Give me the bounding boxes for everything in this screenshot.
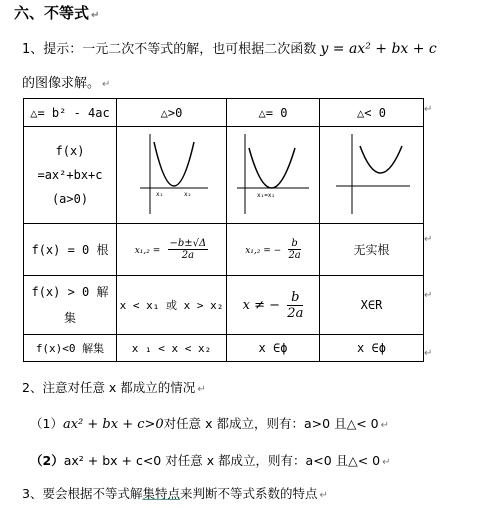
greater-two-cell: x < x₁ 或 x > x₂ (117, 276, 227, 335)
header-discriminant: △= b² - 4ac (24, 99, 117, 127)
intro-formula: y = ax² + bx + c (320, 41, 437, 57)
note-2-case-1: （1）ax² + bx + c>0对任意 x 都成立，则有：a>0 且△< 0 ↵ (30, 416, 389, 432)
root-x1-label: x₁ (155, 190, 163, 198)
parabola-no-root-graph (330, 130, 414, 218)
table-graph-row (24, 127, 424, 224)
table-header-row (24, 99, 424, 127)
table-roots-row (24, 224, 424, 276)
parabola-one-root-graph (233, 130, 313, 218)
less-two-cell: x ₁ < x < x₂ (117, 335, 227, 362)
intro-line-2: 的图像求解。 ↵ (22, 76, 111, 91)
greater-none-cell: X∈R (320, 276, 424, 335)
note-2-case-2: （2）ax² + bx + c<0 对任意 x 都成立，则有：a<0 且△< 0 ↵ (30, 453, 391, 468)
table-greater-row (24, 276, 424, 335)
roots-two-cell: x₁,₂ = $\frac{-b\pm√\Delta}{2a}$ (117, 224, 227, 276)
func-label-cell: f(x) =ax²+bx+c (a>0) (24, 127, 117, 224)
intro-text: 1、提示：一元二次不等式的解，也可根据二次函数 (22, 42, 317, 57)
greater-one-fraction: $\frac{b}{2a}$ (287, 289, 304, 321)
row-end-mark: ↵ (424, 234, 433, 245)
section-heading: 六、不等式 ↵ (14, 4, 100, 22)
header-negative: △< 0 (320, 99, 424, 127)
row-end-mark: ↵ (424, 290, 433, 301)
row-end-mark: ↵ (424, 104, 433, 115)
roots-label: f(x) = 0 根 (24, 224, 117, 276)
parabola-two-roots-graph (132, 130, 212, 218)
roots-two-fraction: $\frac{-b\pm√\Delta}{2a}$ (169, 238, 207, 261)
case-1-formula: ax² + bx + c>0 (62, 417, 164, 432)
intro-line-1 (22, 38, 437, 57)
table-less-row (24, 335, 424, 362)
roots-one-cell: x₁,₂ = − $\frac{b}{2a}$ (227, 224, 320, 276)
row-end-mark: ↵ (424, 348, 433, 359)
roots-none-cell: 无实根 (320, 224, 424, 276)
greater-label: f(x) > 0 解 集 (24, 276, 117, 335)
header-positive: △>0 (117, 99, 227, 127)
greater-one-cell: x ≠ − $\frac{b}{2a}$ (227, 276, 320, 335)
graph-two-roots-cell (117, 127, 227, 224)
graph-one-root-cell (227, 127, 320, 224)
note-3: 3、要会根据不等式解集特点来判断不等式系数的特点 ↵ (22, 486, 328, 501)
less-none-cell: x ∈ϕ (320, 335, 424, 362)
root-x2-label: x₂ (183, 190, 191, 198)
header-zero: △= 0 (227, 99, 320, 127)
double-root-label: x₁=x₂ (257, 191, 276, 199)
inequality-table (23, 98, 424, 362)
graph-no-root-cell (320, 127, 424, 224)
roots-one-fraction: $\frac{b}{2a}$ (288, 238, 301, 261)
less-one-cell: x ∈ϕ (227, 335, 320, 362)
note-2: 2、注意对任意 x 都成立的情况 ↵ (22, 380, 206, 395)
less-label: f(x)<0 解集 (24, 335, 117, 362)
